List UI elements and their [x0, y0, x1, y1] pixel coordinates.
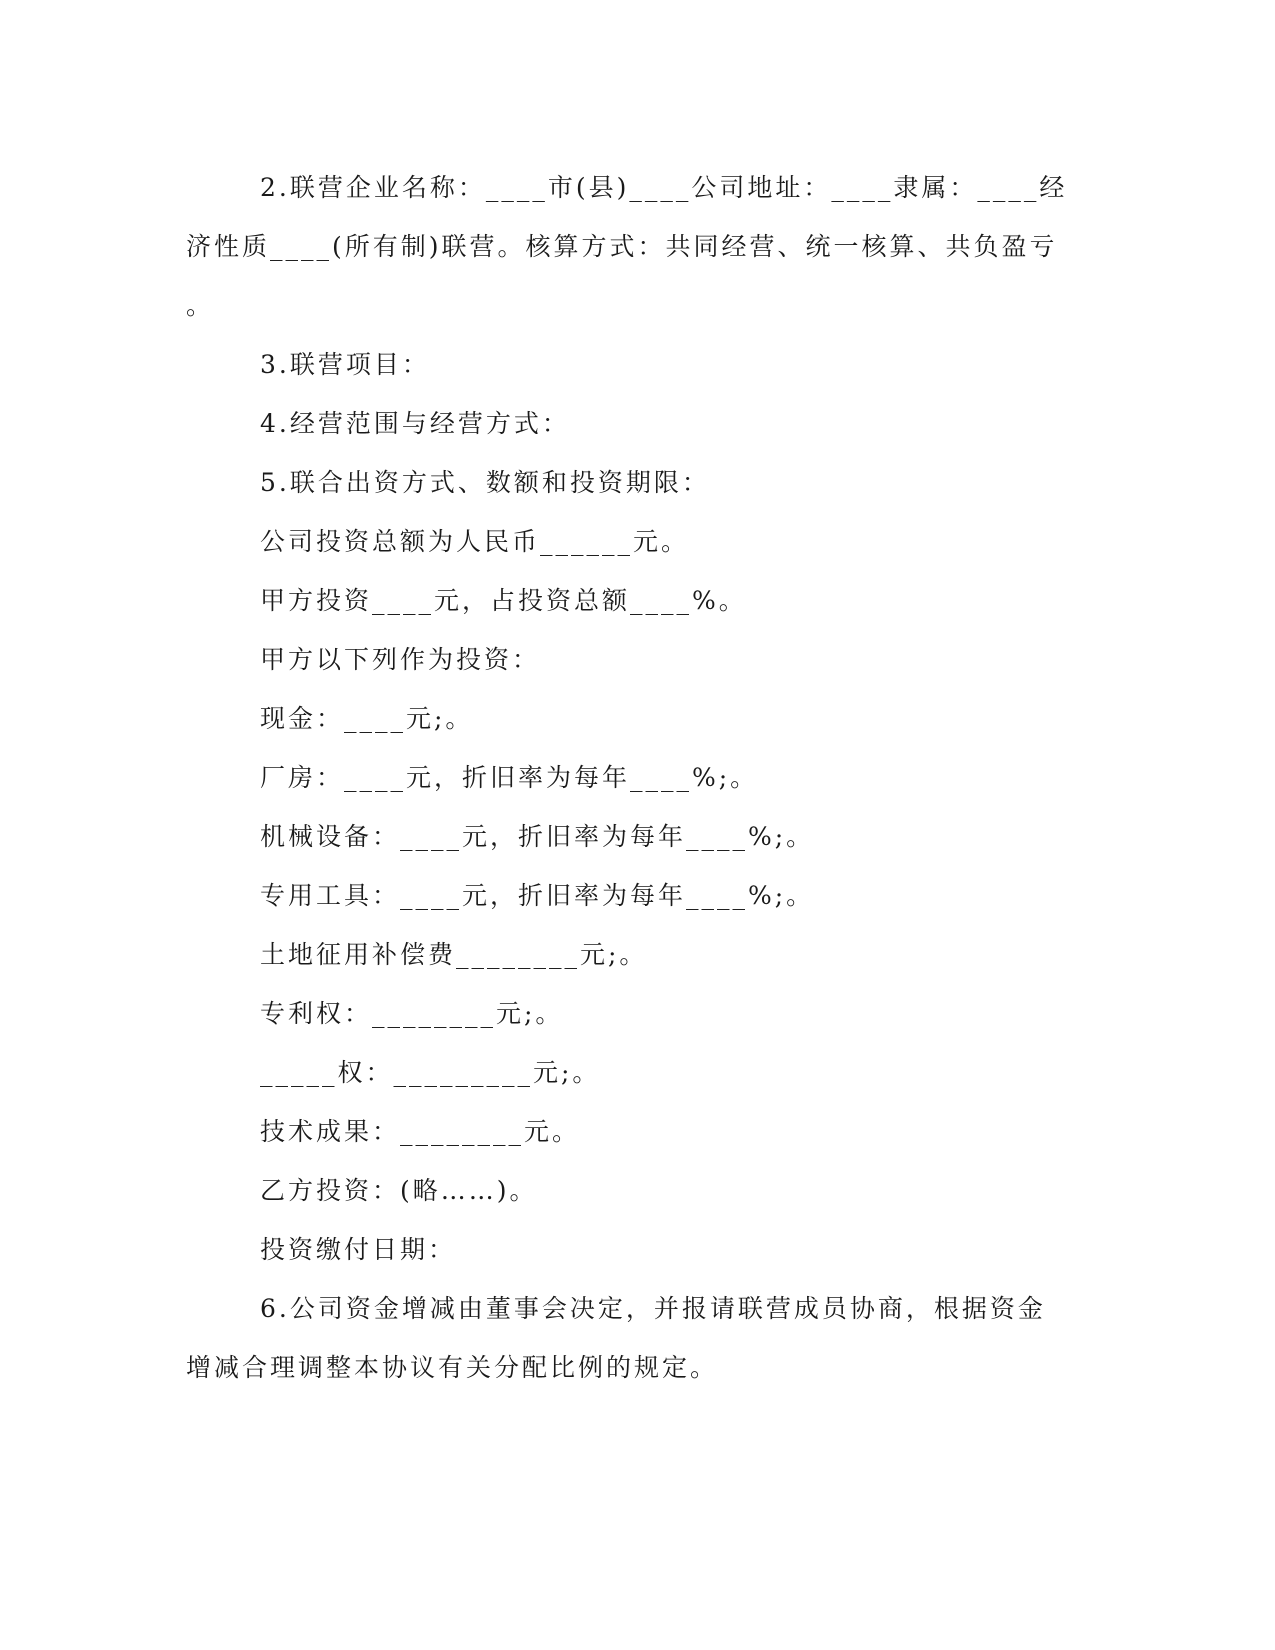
item-tools: 专用工具：____元，折旧率为每年____%;。: [260, 881, 815, 910]
item-cash: 现金：____元;。: [260, 704, 474, 733]
clause-2-line-2: 济性质____(所有制)联营。核算方式：共同经营、统一核算、共负盈亏: [186, 232, 1058, 261]
clause-4: 4.经营范围与经营方式：: [260, 409, 570, 438]
total-investment: 公司投资总额为人民币______元。: [260, 527, 690, 556]
clause-6-line-1: 6.公司资金增减由董事会决定，并报请联营成员协商，根据资金: [260, 1294, 1046, 1323]
item-technology: 技术成果：________元。: [260, 1117, 581, 1146]
item-patent: 专利权：________元;。: [260, 999, 564, 1028]
party-a-investment: 甲方投资____元，占投资总额____%。: [260, 586, 747, 615]
item-machinery: 机械设备：____元，折旧率为每年____%;。: [260, 822, 815, 851]
payment-date: 投资缴付日期：: [260, 1235, 457, 1264]
clause-2-line-3: 。: [186, 291, 215, 320]
item-plant: 厂房：____元，折旧率为每年____%;。: [260, 763, 759, 792]
clause-3: 3.联营项目：: [260, 350, 430, 379]
party-a-items-heading: 甲方以下列作为投资：: [260, 645, 541, 674]
document-body: [186, 158, 1068, 1397]
item-land-compensation: 土地征用补偿费________元;。: [260, 940, 648, 969]
clause-2-line-1: 2.联营企业名称：____市(县)____公司地址：____隶属：____经: [260, 173, 1068, 202]
clause-5: 5.联合出资方式、数额和投资期限：: [260, 468, 710, 497]
item-other-right: _____权：_________元;。: [260, 1058, 601, 1087]
clause-6-line-2: 增减合理调整本协议有关分配比例的规定。: [186, 1353, 719, 1382]
party-b-investment: 乙方投资：(略……)。: [260, 1176, 538, 1205]
